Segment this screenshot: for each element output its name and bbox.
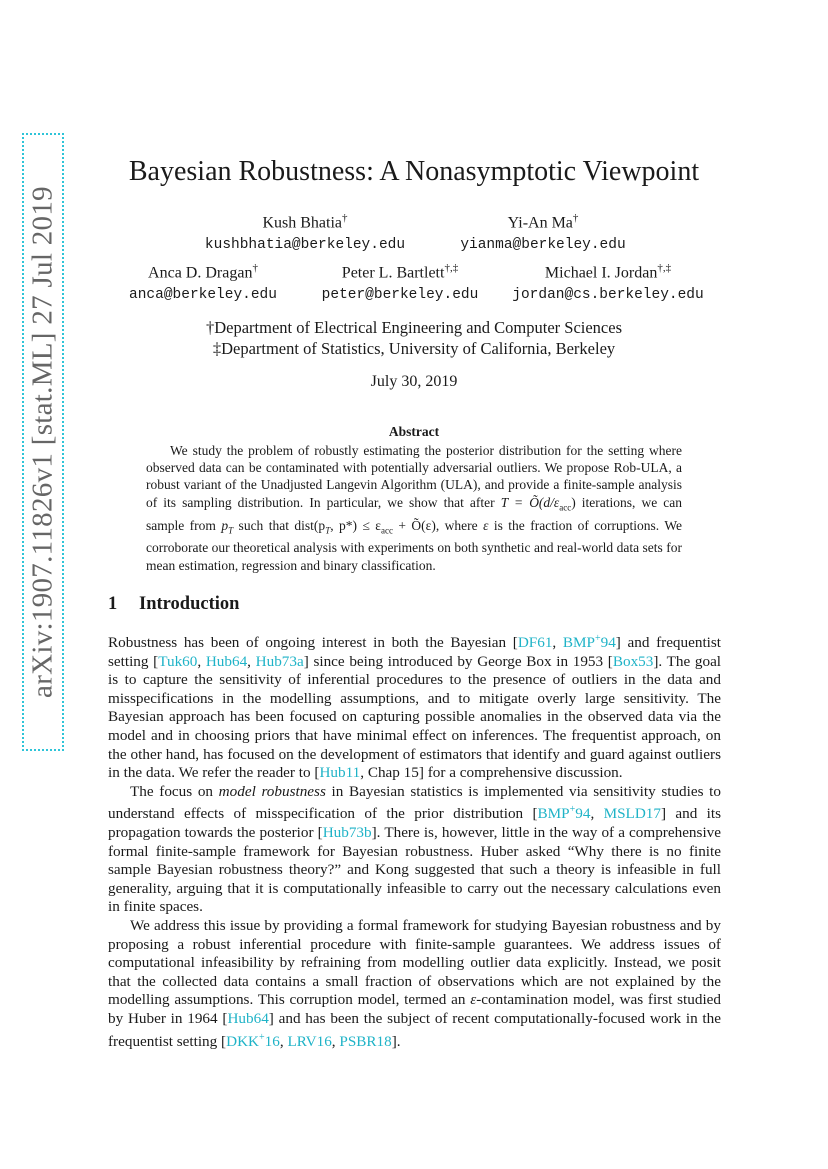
abstract-body: We study the problem of robustly estimating the posterior distribution for the setting where observed data can be contaminated with potentially adversarial outliers. We propose Rob-ULA, a robust variant of the Unadjusted Langevin Algorithm (ULA), and provide a finite-sample analysis of its sampling distribution. In particular, we show that after $T = Õ(d/\varepsilon_{acc})$ iterations, we can sample from $p_T$ such that $dist(p_T$, $p*) \le \varepsilon_{acc}$ + Õ(ε), where ε is the fraction of corruptions. We corroborate our theoretical analysis with experiments on both synthetic and real-world data sets for mean estimation, regression and binary classification.: [146, 443, 683, 573]
citation-link[interactable]: DKK+16: [226, 1031, 280, 1050]
citation-link[interactable]: Hub11: [319, 764, 361, 782]
author-email[interactable]: anca@berkeley.edu: [129, 287, 277, 304]
author-email[interactable]: peter@berkeley.edu: [321, 287, 479, 304]
citation-link[interactable]: Hub64: [205, 652, 248, 670]
author-name: Peter L. Bartlett†,‡: [341, 262, 459, 282]
citation-link[interactable]: BMP+94: [562, 633, 616, 652]
body-text: [108, 630, 721, 1051]
citation-link[interactable]: Box53: [612, 652, 654, 670]
citation-link[interactable]: BMP+94: [537, 804, 591, 823]
affiliation-line: ‡Department of Statistics, University of California, Berkeley: [212, 339, 616, 358]
author-block: [190, 212, 420, 253]
paragraph: We address this issue by providing a formal framework for studying Bayesian robustness and by proposing a robust inferential procedure with finite-sample guarantees. We address issues of computational infeasibility by refraining from modelling outlier data explicitly. Instead, we posit that the collected data contains a small fraction of observations which are not explained by the modelling assumptions. This corruption model, termed an ε-contamination model, was first studied by Huber in 1964 [Hub64] and has been the subject of recent computationally-focused work in the frequentist setting [DKK+16, LRV16, PSBR18].: [108, 917, 722, 1050]
author-block: [433, 212, 653, 253]
paper-title: Bayesian Robustness: A Nonasymptotic Viewpoint: [128, 156, 700, 187]
author-name: Kush Bhatia†: [262, 212, 348, 232]
author-name: Yi-An Ma†: [507, 212, 579, 232]
author-email[interactable]: kushbhatia@berkeley.edu: [204, 237, 406, 254]
author-block: [502, 262, 714, 303]
citation-link[interactable]: Hub64: [227, 1010, 269, 1027]
section-heading: 1 Introduction: [108, 594, 240, 614]
citation-link[interactable]: LRV16: [287, 1032, 332, 1050]
citation-link[interactable]: PSBR18: [339, 1032, 392, 1050]
author-name: Michael I. Jordan†,‡: [544, 262, 672, 282]
paper-date: July 30, 2019: [370, 373, 458, 390]
citation-link[interactable]: Tuk60: [158, 652, 198, 670]
citation-link[interactable]: Hub73a: [255, 652, 304, 670]
paragraph: Robustness has been of ongoing interest in both the Bayesian [DF61, BMP+94] and frequentist setting [Tuk60, Hub64, Hub73a] since being introduced by George Box in 1953 [Box53]. The goal is to capture the sensitivity of inferential procedures to the presence of outliers in the data and misspecifications in the modelling assumptions, and to mitigate overly large sensitivity. The Bayesian approach has been focused on capturing possible anomalies in the observed data via the model and in choosing priors that have minimal effect on inferences. The frequentist approach, on the other hand, has focused on the development of estimators that identify and guard against outliers in the data. We refer the reader to [Hub11, Chap 15] for a comprehensive discussion.: [108, 633, 722, 782]
citation-link[interactable]: Hub73b: [322, 824, 372, 842]
citation-link[interactable]: DF61: [517, 634, 553, 652]
citation-link[interactable]: MSLD17: [603, 805, 661, 823]
author-block: [300, 262, 500, 303]
author-email[interactable]: jordan@cs.berkeley.edu: [512, 287, 704, 304]
paragraph: The focus on model robustness in Bayesian statistics is implemented via sensitivity studies to understand effects of misspecification of the prior distribution [BMP+94, MSLD17] and its propagation towards the posterior [Hub73b]. There is, however, little in the way of a comprehensive formal finite-sample framework for Bayesian robustness. Huber asked “Why there is no finite sample Bayesian robustness theory?” and Kong suggested that such a theory is infeasible in full generality, arguing that it is computationally infeasible to carry out the necessary calculations even in finite spaces.: [108, 782, 721, 916]
affiliation-line: †Department of Electrical Engineering and Computer Sciences: [205, 318, 622, 337]
abstract-heading: Abstract: [388, 424, 440, 439]
author-name: Anca D. Dragan†: [148, 262, 258, 282]
author-email[interactable]: yianma@berkeley.edu: [460, 237, 626, 254]
arxiv-stamp: arXiv:1907.11826v1 [stat.ML] 27 Jul 2019: [26, 186, 59, 698]
author-block: [108, 262, 298, 303]
